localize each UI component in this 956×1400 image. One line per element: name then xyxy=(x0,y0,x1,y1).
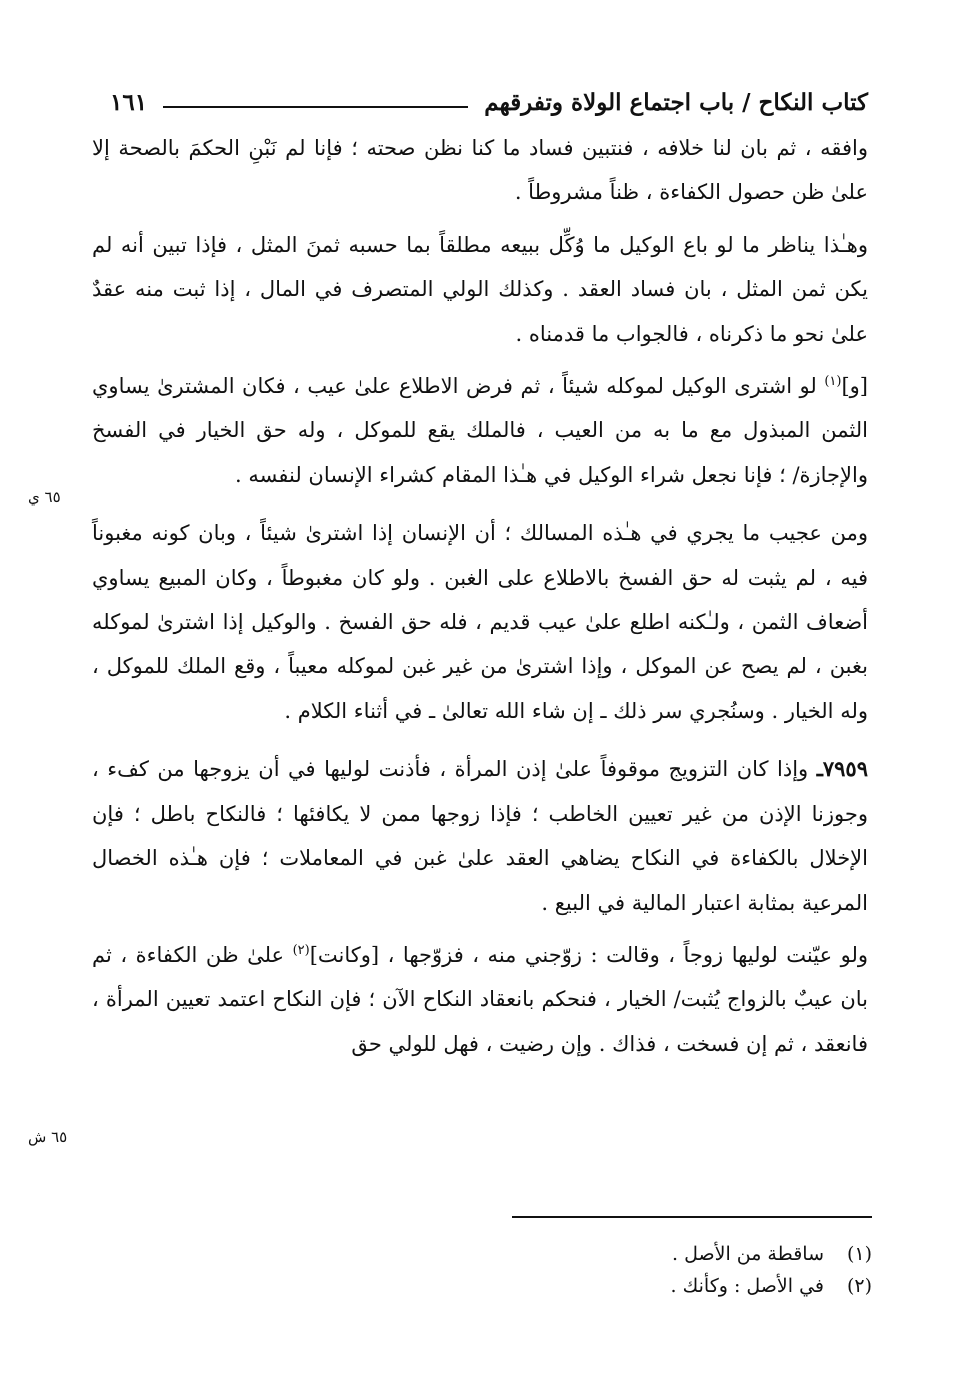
paragraph-6-text-a: ولو عيّنت لوليها زوجاً ، وقالت : زوّجني منه ، فزوّجها ، [وكانت] xyxy=(309,942,869,967)
margin-note-1: ٦٥ ي xyxy=(28,488,61,506)
paragraph-6 xyxy=(92,933,868,1066)
footnote-ref-2: (٢) xyxy=(292,942,310,958)
paragraph-6-text-b: علىٰ ظن الكفاءة ، ثم بان عيبٌ بالزواج يُثبت/ الخيار ، فنحكم بانعقاد النكاح الآن ؛ فإن النكاح اعتمد تعيين المرأة ، فانعقد ، ثم إن فسخت ، فذاك . وإن رضيت ، فهل للولي حق xyxy=(92,942,868,1056)
margin-note-2: ٦٥ ش xyxy=(28,1128,68,1146)
paragraph-5-text: وإذا كان التزويج موقوفاً علىٰ إذن المرأة ، فأذنت لوليها في أن يزوجها من كفء ، وجوزنا الإذن من غير تعيين الخاطب ؛ فإذا زوجها ممن لا يكافئها ؛ فالنكاح باطل ؛ فإن الإخلال بالكفاءة في النكاح يضاهي العقد علىٰ غبن في المعاملات ؛ فإن هـٰذه الخصال المرعية بمثابة اعتبار المالية في البيع . xyxy=(92,757,868,915)
paragraph-3-text: لو اشترى الوكيل لموكله شيئاً ، ثم فرض الاطلاع علىٰ عيب ، فكان المشترىٰ يساوي الثمن المبذول مع ما به من العيب ، فالملك يقع للموكل ، وله حق الخيار في الفسخ والإجازة/ ؛ فإنا نجعل شراء الوكيل في هـٰذا المقام كشراء الإنسان لنفسه . xyxy=(92,374,868,487)
paragraph-2: وهـٰذا يناظر ما لو باع الوكيل ما وُكِّل ببيعه مطلقاً بما حسبه ثمنَ المثل ، فإذا تبين أنه لم يكن ثمن المثل ، بان فساد العقد . وكذلك الولي المتصرف في المال ، إذا ثبت منه عقدٌ علىٰ نحو ما ذكرناه ، فالجواب ما قدمناه . xyxy=(92,232,868,346)
paragraph-4: ومن عجيب ما يجري في هـٰذه المسالك ؛ أن الإنسان إذا اشترىٰ شيئاً ، وبان كونه مغبوناً فيه ، لم يثبت له حق الفسخ بالاطلاع على الغبن . ولو كان مغبوطاً ، وكان المبيع يساوي أضعاف الثمن ، ولـٰكنه اطلع علىٰ عيب قديم ، فله حق الفسخ . والوكيل إذا اشترىٰ لموكله بغبن ، لم يصح عن الموكل ، وإذا اشترىٰ من غير غبن لموكله معيباً ، وقع الملك للموكل ، وله الخيار . وسنُجري سر ذلك ـ إن شاء الله تعالىٰ ـ في أثناء الكلام . xyxy=(92,521,868,723)
footnote-mark: (١) xyxy=(846,1243,872,1265)
section-number: ٧٩٥٩ـ xyxy=(816,756,868,782)
footnote-1 xyxy=(300,1238,872,1270)
footnote-text: ساقطة من الأصل . xyxy=(672,1243,824,1265)
bracket-insertion: [و] xyxy=(841,374,868,399)
paragraph-1: وافقه ، ثم بان لنا خلافه ، فنتبين فساد ما كنا نظن صحته ؛ فإنا لم نَبْنِ الحكمَ بالصحة إلا علىٰ ظن حصول الكفاءة ، ظناً مشروطاً . xyxy=(92,136,868,205)
footnotes xyxy=(300,1238,872,1302)
header-rule xyxy=(163,106,468,108)
footnote-rule xyxy=(512,1216,872,1218)
paragraph-5 xyxy=(92,747,868,925)
paragraph-3 xyxy=(92,364,868,497)
footnote-2 xyxy=(300,1270,872,1302)
footnote-mark: (٢) xyxy=(846,1275,872,1297)
chapter-title: كتاب النكاح / باب اجتماع الولاة وتفرقهم xyxy=(484,89,868,116)
footnote-text: في الأصل : وكأنك . xyxy=(670,1275,824,1297)
main-text xyxy=(92,126,868,1066)
footnote-ref-1: (١) xyxy=(824,374,842,390)
running-header xyxy=(110,76,868,116)
page-number: ١٦١ xyxy=(110,89,148,116)
